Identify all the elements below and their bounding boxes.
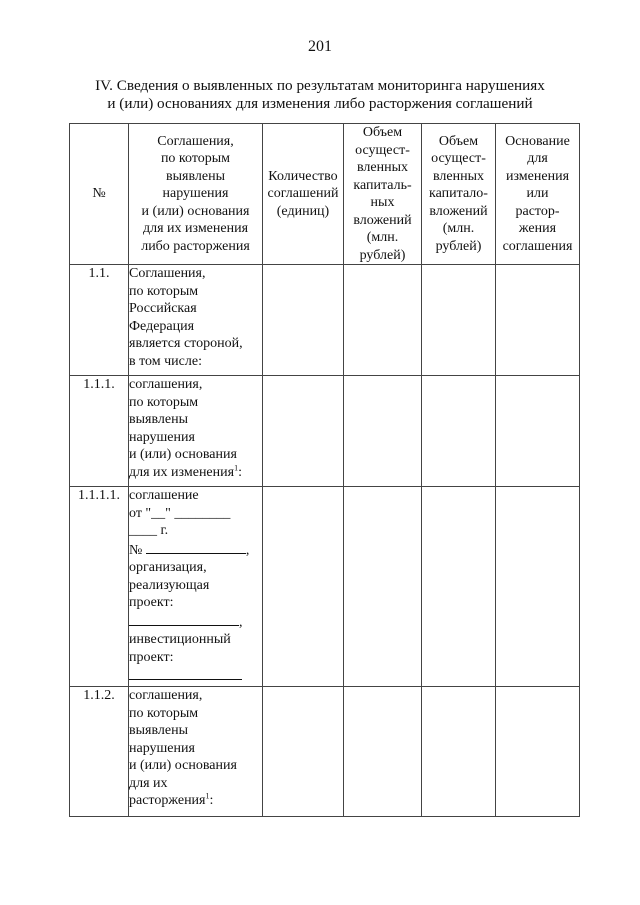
- header-count-line: (единиц): [276, 203, 330, 219]
- row-line-comma: ,: [239, 614, 243, 630]
- row-number: 1.1.: [70, 265, 129, 376]
- row-line-comma: ,: [245, 542, 250, 558]
- row-line: нарушения: [129, 429, 195, 445]
- row-line: соглашение: [129, 488, 199, 503]
- header-basis-line: Основание: [505, 133, 570, 149]
- row-line: инвестиционный: [129, 632, 231, 647]
- row-line: ____ г.: [129, 523, 169, 538]
- header-capital-line: вложений: [353, 212, 412, 228]
- footnote-marker: 1: [234, 462, 239, 472]
- row-description: [129, 265, 263, 376]
- row-line: проект:: [129, 649, 174, 665]
- header-agreements: [129, 124, 263, 265]
- row-line: является стороной,: [129, 336, 243, 351]
- row-basis-cell: [496, 376, 580, 487]
- header-capital-line: рублей): [359, 247, 406, 263]
- row-number: 1.1.1.1.: [70, 487, 129, 687]
- row-basis-cell: [496, 265, 580, 376]
- header-count-line: соглашений: [267, 186, 339, 202]
- row-line: Российская: [129, 301, 197, 316]
- row-count-cell: [263, 376, 344, 487]
- row-line: и (или) основания: [129, 758, 237, 773]
- row-line-colon: :: [209, 793, 214, 808]
- header-capital-line: ных: [370, 195, 395, 210]
- table-row: [70, 687, 580, 817]
- header-number: №: [70, 124, 129, 265]
- row-line-text: расторжения: [129, 793, 206, 808]
- row-capital-cell: [344, 376, 422, 487]
- row-line: выявлены: [129, 412, 188, 427]
- row-description: [129, 687, 263, 817]
- header-capital2-line: рублей): [435, 238, 482, 254]
- row-line-text: для их изменения: [129, 464, 235, 480]
- header-capital-line: осущест-: [355, 142, 410, 158]
- row-line: в том числе:: [129, 353, 202, 369]
- row-number: 1.1.1.: [70, 376, 129, 487]
- number-sign: №: [129, 542, 143, 558]
- header-count: [263, 124, 344, 265]
- row-line: реализующая: [129, 577, 210, 593]
- row-line: [129, 792, 262, 810]
- section-title: [0, 77, 640, 112]
- row-line: соглашения,: [129, 377, 203, 392]
- row-basis-cell: [496, 487, 580, 687]
- row-line: [129, 612, 262, 632]
- row-line-colon: :: [238, 464, 242, 480]
- row-capital-cell: [344, 687, 422, 817]
- header-capital-investments: [344, 124, 422, 265]
- header-capital-line: (млн.: [366, 230, 399, 245]
- footnote-marker: 1: [205, 791, 210, 801]
- header-basis-line: соглашения: [502, 238, 573, 254]
- header-capital2-line: вленных: [432, 168, 485, 184]
- header-agreements-line: и (или) основания: [141, 203, 250, 219]
- agreement-number-blank: [146, 540, 246, 554]
- header-capital2-line: капитало-: [429, 186, 488, 202]
- header-basis: [496, 124, 580, 265]
- header-capital-line: вленных: [356, 160, 409, 175]
- row-line: организация,: [129, 560, 207, 575]
- header-basis-line: или: [526, 186, 549, 202]
- header-agreements-line: Соглашения,: [157, 133, 234, 149]
- monitoring-violations-table: [69, 123, 580, 817]
- header-agreements-line: нарушения: [162, 186, 229, 202]
- table-header-row: [70, 124, 580, 265]
- row-capital-cell: [344, 265, 422, 376]
- section-title-line-1: IV. Сведения о выявленных по результатам мониторинга нарушениях: [95, 77, 545, 94]
- row-line: и (или) основания: [129, 447, 237, 462]
- row-basis-cell: [496, 687, 580, 817]
- investment-project-blank: [129, 666, 242, 680]
- row-count-cell: [263, 265, 344, 376]
- row-capital2-cell: [422, 487, 496, 687]
- header-agreements-line: для их изменения: [142, 221, 249, 237]
- header-capital-line: Объем: [362, 125, 403, 140]
- table-row: [70, 487, 580, 687]
- row-line: по которым: [129, 705, 199, 721]
- header-count-line: Количество: [268, 168, 338, 184]
- header-agreements-line: либо расторжения: [141, 238, 250, 254]
- header-basis-line: жения: [518, 221, 557, 237]
- row-line: [129, 666, 262, 686]
- row-count-cell: [263, 487, 344, 687]
- header-capital2-line: Объем: [438, 133, 479, 149]
- row-line: для их: [129, 775, 168, 791]
- header-capital-line: капиталь-: [353, 177, 412, 193]
- organization-blank: [129, 612, 239, 626]
- row-count-cell: [263, 687, 344, 817]
- header-basis-line: изменения: [505, 168, 570, 184]
- header-basis-line: растор-: [515, 203, 560, 219]
- row-capital2-cell: [422, 265, 496, 376]
- table-row: [70, 376, 580, 487]
- row-line: [129, 540, 262, 560]
- row-description: [129, 487, 263, 687]
- row-line: соглашения,: [129, 688, 203, 703]
- row-line: Федерация: [129, 318, 195, 334]
- row-line: [129, 464, 262, 482]
- header-agreements-line: по которым: [160, 151, 231, 167]
- row-description: [129, 376, 263, 487]
- row-capital-cell: [344, 487, 422, 687]
- row-line: нарушения: [129, 740, 195, 756]
- row-line: проект:: [129, 595, 174, 610]
- row-line: по которым: [129, 283, 199, 299]
- row-line: по которым: [129, 394, 199, 410]
- section-title-line-2: и (или) основаниях для изменения либо расторжения соглашений: [107, 94, 533, 112]
- header-capital2-line: вложений: [429, 203, 488, 219]
- header-capital-investments-2: [422, 124, 496, 265]
- row-line: Соглашения,: [129, 266, 206, 281]
- header-agreements-line: выявлены: [166, 168, 225, 184]
- row-number: 1.1.2.: [70, 687, 129, 817]
- row-line: выявлены: [129, 723, 188, 738]
- header-capital2-line: (млн.: [442, 221, 475, 237]
- row-line: от "__" ________: [129, 505, 231, 521]
- header-capital2-line: осущест-: [431, 151, 486, 167]
- page-number: 201: [308, 38, 332, 55]
- header-basis-line: для: [527, 151, 548, 167]
- row-capital2-cell: [422, 687, 496, 817]
- table-row: [70, 265, 580, 376]
- row-capital2-cell: [422, 376, 496, 487]
